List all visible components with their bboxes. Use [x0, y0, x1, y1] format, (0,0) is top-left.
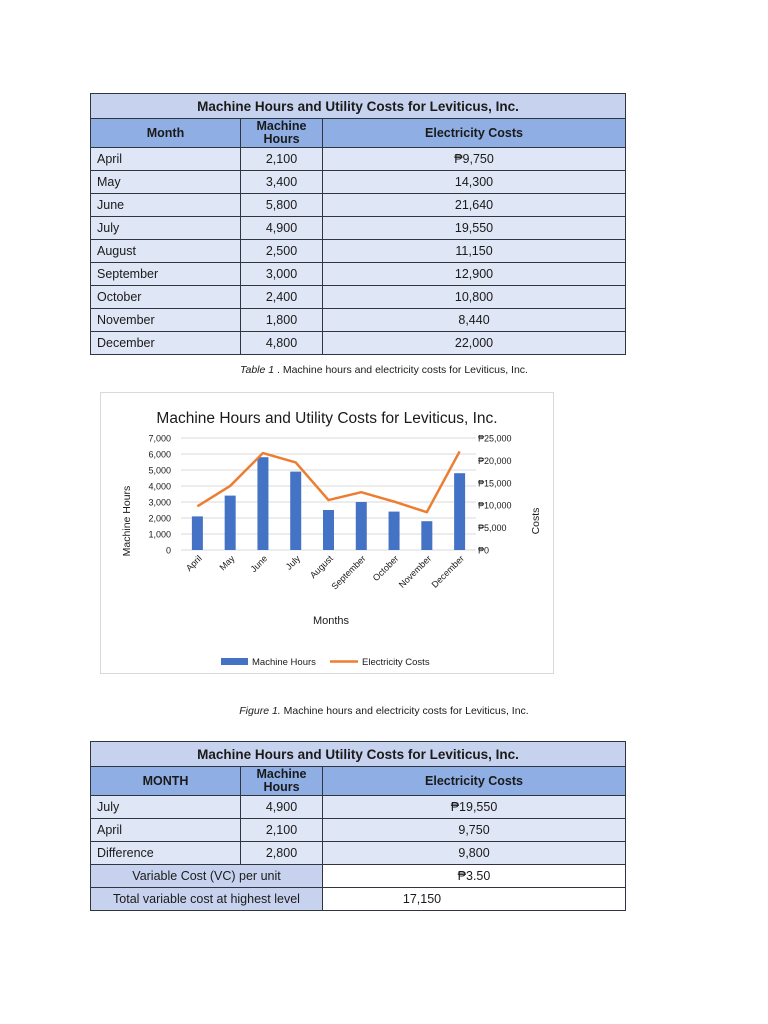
y2-axis-label: Costs — [530, 507, 542, 535]
header-electricity-costs: Electricity Costs — [323, 119, 626, 148]
y-tick-label: 4,000 — [148, 481, 171, 492]
table-row — [91, 888, 626, 911]
cost-cell: 19,550 — [323, 217, 626, 240]
y2-tick-label: ₱20,000 — [478, 455, 512, 466]
x-tick-label: April — [183, 553, 204, 574]
bar — [389, 512, 400, 550]
table-row — [91, 819, 626, 842]
bar — [356, 502, 367, 550]
table-row — [91, 865, 626, 888]
caption-label: Table 1 — [240, 364, 275, 376]
header-month: MONTH — [91, 767, 241, 796]
table-row — [91, 240, 626, 263]
bar — [225, 496, 236, 550]
y-tick-label: 7,000 — [148, 433, 171, 444]
hours-cell: 2,100 — [241, 148, 323, 171]
cost-cell: 10,800 — [323, 286, 626, 309]
cost-cell: 12,900 — [323, 263, 626, 286]
cost-cell: 8,440 — [323, 309, 626, 332]
table-row — [91, 332, 626, 355]
table-row — [91, 148, 626, 171]
vc-label: Variable Cost (VC) per unit — [91, 865, 323, 888]
x-tick-label: July — [283, 553, 303, 572]
table-row — [91, 286, 626, 309]
caption-label: Figure 1. — [239, 705, 281, 717]
hours-cell: 2,400 — [241, 286, 323, 309]
y2-tick-label: ₱15,000 — [478, 478, 512, 489]
x-tick-label: September — [329, 553, 368, 592]
x-tick-label: November — [396, 553, 434, 590]
plot-area — [148, 434, 511, 592]
hours-cell: 2,800 — [241, 842, 323, 865]
header-machine-hours: Machine Hours — [241, 119, 323, 148]
month-cell: June — [91, 194, 241, 217]
x-tick-label: October — [370, 553, 401, 584]
cost-cell: ₱19,550 — [323, 796, 626, 819]
caption-text: . Machine hours and electricity costs for Leviticus, Inc. — [274, 364, 528, 376]
cost-cell: 11,150 — [323, 240, 626, 263]
y2-tick-label: ₱25,000 — [478, 433, 512, 444]
bar — [323, 510, 334, 550]
month-cell: September — [91, 263, 241, 286]
bar — [290, 472, 301, 550]
month-cell: Difference — [91, 842, 241, 865]
table-title: Machine Hours and Utility Costs for Leviticus, Inc. — [91, 742, 626, 767]
bar — [257, 457, 268, 550]
y-tick-label: 2,000 — [148, 513, 171, 524]
cost-cell: 22,000 — [323, 332, 626, 355]
table-row — [91, 194, 626, 217]
y2-tick-label: ₱10,000 — [478, 500, 512, 511]
x-axis-label: Months — [312, 615, 350, 627]
bar — [192, 516, 203, 550]
cost-cell: 9,750 — [323, 819, 626, 842]
legend-label-machine-hours: Machine Hours — [252, 657, 316, 668]
bar — [421, 521, 432, 550]
hours-cell: 2,500 — [241, 240, 323, 263]
x-tick-label: August — [308, 553, 335, 581]
cost-cell: 14,300 — [323, 171, 626, 194]
month-cell: October — [91, 286, 241, 309]
hours-cell: 1,800 — [241, 309, 323, 332]
header-month: Month — [91, 119, 241, 148]
month-cell: April — [91, 148, 241, 171]
month-cell: May — [91, 171, 241, 194]
month-cell: April — [91, 819, 241, 842]
x-tick-label: December — [429, 553, 467, 590]
hours-cell: 5,800 — [241, 194, 323, 217]
month-cell: August — [91, 240, 241, 263]
x-tick-label: June — [248, 553, 270, 575]
cost-cell: ₱9,750 — [323, 148, 626, 171]
month-cell: July — [91, 796, 241, 819]
legend-swatch-machine-hours — [221, 658, 248, 665]
month-cell: December — [91, 332, 241, 355]
variable-cost-table — [90, 741, 626, 911]
chart-canvas — [101, 393, 553, 673]
month-cell: November — [91, 309, 241, 332]
hours-cell: 3,400 — [241, 171, 323, 194]
hours-cell: 3,000 — [241, 263, 323, 286]
x-tick-label: May — [217, 553, 237, 573]
combo-chart — [100, 392, 554, 674]
bar — [454, 473, 465, 550]
header-machine-hours: Machine Hours — [241, 767, 323, 796]
y-tick-label: 6,000 — [148, 449, 171, 460]
header-electricity-costs: Electricity Costs — [323, 767, 626, 796]
cost-cell: 9,800 — [323, 842, 626, 865]
table-caption — [0, 364, 768, 376]
tvc-value: 17,150 — [323, 888, 626, 911]
y-axis-label: Machine Hours — [121, 485, 133, 557]
table-row — [91, 796, 626, 819]
y-tick-label: 1,000 — [148, 529, 171, 540]
legend-label-electricity-costs: Electricity Costs — [362, 657, 430, 668]
hours-cell: 2,100 — [241, 819, 323, 842]
caption-text: Machine hours and electricity costs for Leviticus, Inc. — [280, 705, 529, 717]
y2-tick-label: ₱0 — [478, 545, 490, 556]
chart-title: Machine Hours and Utility Costs for Leviticus, Inc. — [156, 410, 498, 427]
table-row — [91, 171, 626, 194]
month-cell: July — [91, 217, 241, 240]
hours-cell: 4,800 — [241, 332, 323, 355]
series-line-electricity-costs — [197, 451, 459, 512]
cost-cell: 21,640 — [323, 194, 626, 217]
vc-value: ₱3.50 — [323, 865, 626, 888]
tvc-label: Total variable cost at highest level — [91, 888, 323, 911]
table-row — [91, 263, 626, 286]
table-title: Machine Hours and Utility Costs for Leviticus, Inc. — [91, 94, 626, 119]
y-tick-label: 3,000 — [148, 497, 171, 508]
y2-tick-label: ₱5,000 — [478, 523, 507, 534]
table-row — [91, 217, 626, 240]
chart-legend — [221, 657, 430, 668]
y-tick-label: 0 — [165, 545, 171, 556]
hours-cell: 4,900 — [241, 217, 323, 240]
y-tick-label: 5,000 — [148, 465, 171, 476]
table-row — [91, 842, 626, 865]
figure-caption — [0, 705, 768, 717]
table-row — [91, 309, 626, 332]
hours-cell: 4,900 — [241, 796, 323, 819]
utility-costs-table — [90, 93, 626, 355]
